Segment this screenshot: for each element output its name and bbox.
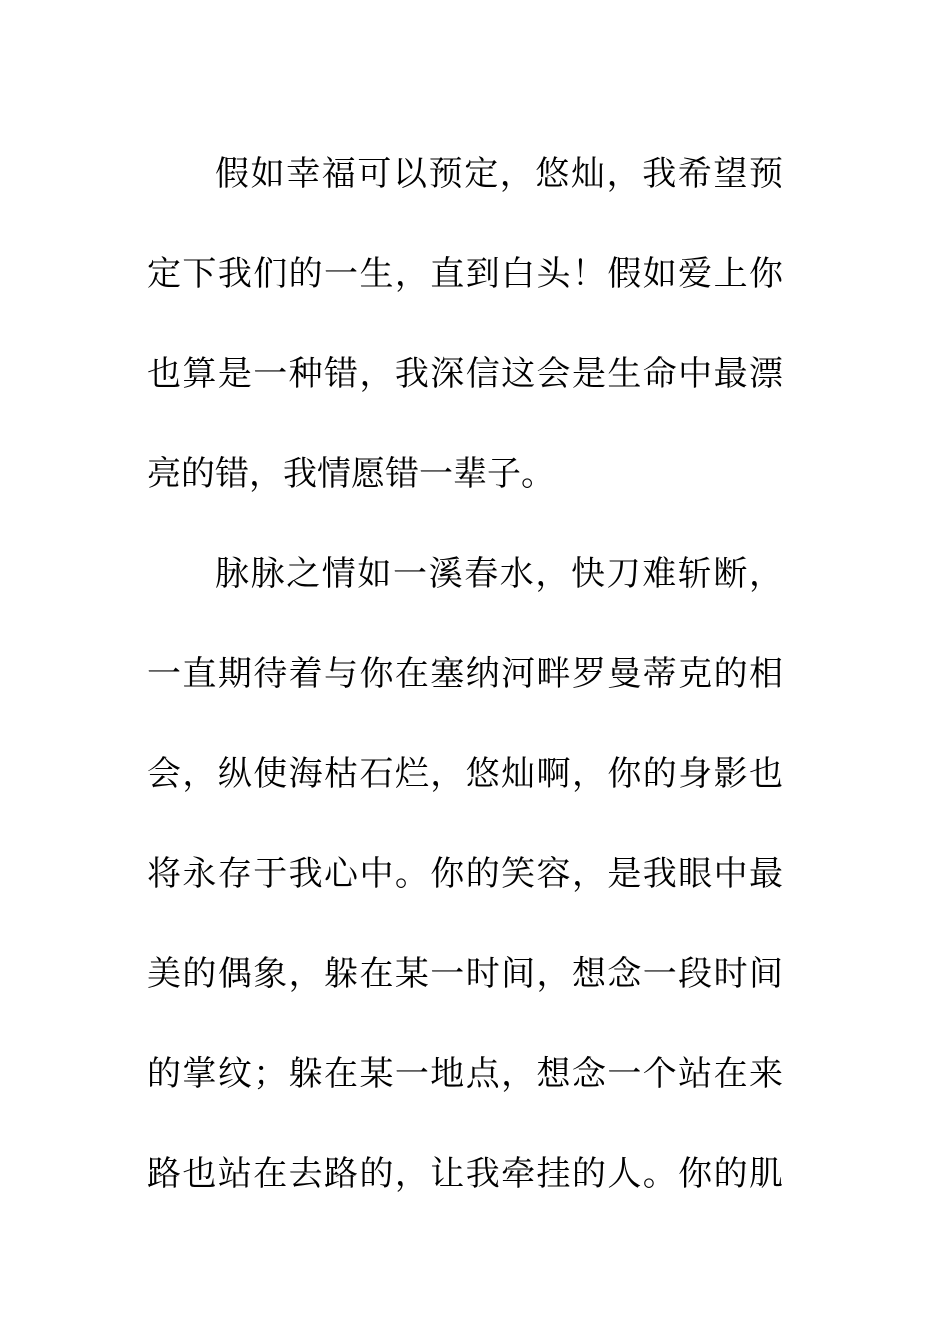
body-text [147,124,783,1224]
paragraph-2-line-5: 美的偶象，躲在某一时间，想念一段时间 [147,954,783,994]
paragraph-1-line-3: 也算是一种错，我深信这会是生命中最漂 [147,354,783,394]
paragraph-2-line-2: 一直期待着与你在塞纳河畔罗曼蒂克的相 [147,654,783,694]
paragraph-1-line-4: 亮的错，我情愿错一辈子。 [147,454,555,494]
paragraph-2-line-6: 的掌纹；躲在某一地点，想念一个站在来 [147,1054,783,1094]
paragraph-2-line-7: 路也站在去路的，让我牵挂的人。你的肌 [147,1154,783,1194]
paragraph-2-line-3: 会，纵使海枯石烂，悠灿啊，你的身影也 [147,754,783,794]
paragraph-1-line-2: 定下我们的一生，直到白头！假如爱上你 [147,254,783,294]
paragraph-2-line-4: 将永存于我心中。你的笑容，是我眼中最 [147,854,783,894]
paragraph-1-line-1: 假如幸福可以预定，悠灿，我希望预 [215,154,783,194]
paragraph-2-line-1: 脉脉之情如一溪春水，快刀难斩断， [215,554,783,594]
